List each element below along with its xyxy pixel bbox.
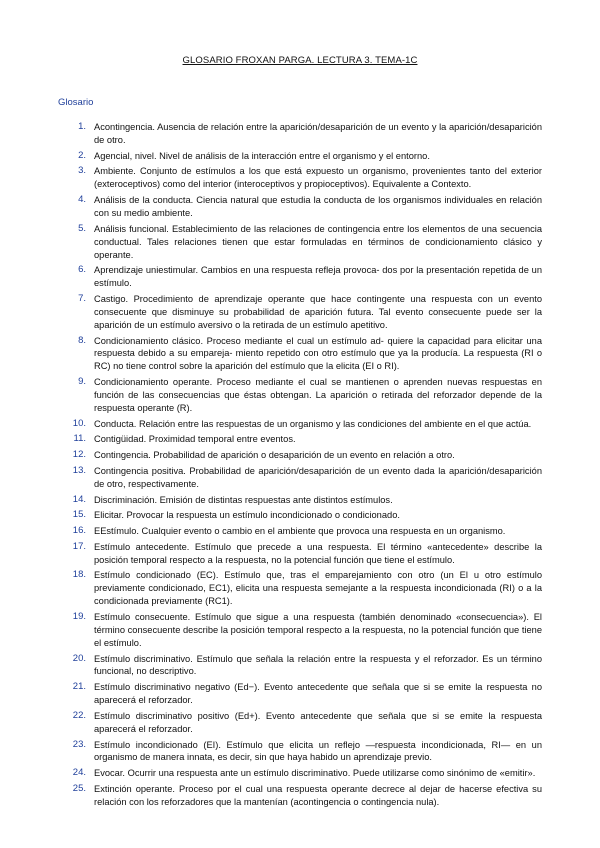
glossary-entry bbox=[0, 150, 542, 163]
glossary-entry bbox=[0, 569, 542, 608]
entry-text: Conducta. Relación entre las respuestas de un organismo y las condiciones del ambiente en el que actúa. bbox=[94, 418, 532, 429]
glossary-entry bbox=[0, 783, 542, 809]
glossary-entry bbox=[0, 525, 542, 538]
entry-number: 24. bbox=[72, 767, 86, 779]
glossary-entry bbox=[0, 449, 542, 462]
entry-text: Evocar. Ocurrir una respuesta ante un estímulo discriminativo. Puede utilizarse como sinónimo de «emitir». bbox=[94, 768, 536, 779]
entry-number: 25. bbox=[72, 782, 86, 794]
entry-number: 15. bbox=[72, 509, 86, 521]
entry-number: 20. bbox=[72, 652, 86, 664]
glossary-entry bbox=[0, 433, 542, 446]
entry-number: 21. bbox=[72, 681, 86, 693]
entry-text: Estímulo condicionado (EC). Estímulo que, tras el emparejamiento con otro (un El u otro estímulo previamente condicionado, EC1), elicita una respuesta semejante a la respuesta incondicionada (RI) o a la condicionada previamente (RC1). bbox=[94, 570, 542, 607]
entry-number: 14. bbox=[72, 493, 86, 505]
entry-number: 17. bbox=[72, 540, 86, 552]
glossary-entry bbox=[0, 264, 542, 290]
entry-text: EEstímulo. Cualquier evento o cambio en el ambiente que provoca una respuesta en un organismo. bbox=[94, 526, 506, 537]
entry-number: 9. bbox=[78, 376, 86, 388]
entry-number: 23. bbox=[72, 738, 86, 750]
entry-number: 16. bbox=[72, 525, 86, 537]
entry-text: Castigo. Procedimiento de aprendizaje operante que hace contingente una respuesta con un evento consecuente que disminuye su probabilidad de aparición futura. Tal evento consecuente puede ser la aparición de un estímulo aversivo o la retirada de un estímulo apetitivo. bbox=[94, 293, 542, 330]
entry-text: Discriminación. Emisión de distintas respuestas ante distintos estímulos. bbox=[94, 494, 393, 505]
entry-text: Contingencia positiva. Probabilidad de aparición/desaparición de un evento dada la aparición/desaparición de otro, respectivamente. bbox=[94, 465, 542, 489]
entry-text: Condicionamiento operante. Proceso mediante el cual se mantienen o aprenden nuevas respuestas en función de las consecuencias que éstas obtengan. La aparición o retirada del reforzador depende de la respuesta operante (R). bbox=[94, 377, 542, 413]
glossary-entry bbox=[0, 541, 542, 567]
glossary-entry bbox=[0, 710, 542, 736]
entry-number: 19. bbox=[72, 611, 86, 622]
glossary-entry bbox=[0, 165, 542, 191]
glossary-entry bbox=[0, 509, 542, 522]
entry-text: Estímulo discriminativo positivo (Ed+). Evento antecedente que señala que si se emite la respuesta aparecerá el reforzador. bbox=[94, 710, 542, 734]
entry-number: 8. bbox=[78, 334, 86, 346]
glossary-entry bbox=[0, 494, 542, 507]
entry-text: Estímulo discriminativo negativo (Ed−). Evento antecedente que señala que si se emite la respuesta no aparecerá el reforzador. bbox=[94, 682, 542, 706]
entry-text: Ambiente. Conjunto de estímulos a los que está expuesto un organismo, provenientes tanto del exterior (exteroceptivos) como del interior (interoceptivos y propioceptivos). Equivalente a Contexto. bbox=[94, 166, 542, 190]
entry-text: Elicitar. Provocar la respuesta un estímulo incondicionado o condicionado. bbox=[94, 510, 400, 521]
glossary-entry bbox=[0, 376, 542, 415]
glossary-entry bbox=[0, 194, 542, 220]
entry-number: 7. bbox=[78, 292, 86, 304]
glossary-entry bbox=[0, 611, 542, 650]
entry-text: Estímulo discriminativo. Estímulo que señala la relación entre la respuesta y el reforzador. Es un término funcional, no descriptivo. bbox=[94, 653, 542, 677]
entry-text: Extinción operante. Proceso por el cual una respuesta operante decrece al dejar de hacerse efectiva su relación con los reforzadores que la mantenían (acontingencia o contingencia nula). bbox=[94, 783, 542, 807]
glossary-entry bbox=[0, 223, 542, 262]
entry-number: 4. bbox=[78, 194, 86, 206]
entry-number: 13. bbox=[72, 464, 86, 476]
entry-number: 3. bbox=[78, 165, 86, 177]
section-heading: Glosario bbox=[58, 97, 94, 108]
entry-text: Contingencia. Probabilidad de aparición o desaparición de un evento en relación a otro. bbox=[94, 450, 455, 461]
glossary-entry bbox=[0, 681, 542, 707]
glossary-entry bbox=[0, 293, 542, 332]
glossary-entry bbox=[0, 335, 542, 374]
entry-number: 5. bbox=[78, 222, 86, 234]
entry-number: 22. bbox=[72, 709, 86, 721]
entry-number: 1. bbox=[78, 121, 86, 132]
entry-text: Condicionamiento clásico. Proceso mediante el cual un estímulo ad- quiere la capacidad para elicitar una respuesta debido a su empareja- miento repetido con otro estímulo que ya la producía. La respuesta (RI o RC) no tiene control sobre la aparición del estímulo que la elicita (EI o RI). bbox=[94, 335, 542, 372]
entry-text: Estímulo incondicionado (EI). Estímulo que elicita un reflejo —respuesta incondicionada, RI— en un organismo de manera innata, es decir, sin que haya habido un aprendizaje previo. bbox=[94, 739, 542, 763]
entry-text: Estímulo antecedente. Estímulo que precede a una respuesta. El término «antecedente» describe la posición temporal respecto a la respuesta, no la potencial función que tiene el estímulo. bbox=[94, 541, 542, 565]
entry-number: 11. bbox=[73, 433, 86, 445]
glossary-entry bbox=[0, 767, 542, 780]
entry-text: Aprendizaje uniestimular. Cambios en una respuesta refleja provoca- dos por la presentación repetida de un estímulo. bbox=[94, 265, 542, 289]
entry-number: 18. bbox=[72, 569, 86, 581]
entry-text: Agencial, nivel. Nivel de análisis de la interacción entre el organismo y el entorno. bbox=[94, 150, 430, 161]
entry-number: 6. bbox=[78, 264, 86, 276]
glossary-entry bbox=[0, 739, 542, 765]
glossary-entry bbox=[0, 418, 542, 431]
glossary-entry bbox=[0, 465, 542, 491]
entry-number: 10. bbox=[72, 417, 86, 429]
entry-number: 2. bbox=[78, 149, 86, 161]
entry-number: 12. bbox=[72, 449, 86, 461]
glossary-entry bbox=[0, 653, 542, 679]
document-title: GLOSARIO FROXAN PARGA. LECTURA 3. TEMA-1C bbox=[182, 55, 418, 66]
glossary-list bbox=[0, 121, 600, 812]
entry-text: Contigüidad. Proximidad temporal entre eventos. bbox=[94, 434, 296, 445]
entry-text: Análisis de la conducta. Ciencia natural que estudia la conducta de los organismos individuales en relación con su medio ambiente. bbox=[94, 195, 542, 218]
glossary-entry bbox=[0, 121, 542, 147]
entry-text: Acontingencia. Ausencia de relación entre la aparición/desaparición de un evento y la aparición/desaparición de otro. bbox=[94, 122, 542, 145]
entry-text: Estímulo consecuente. Estímulo que sigue a una respuesta (también denominado «consecuencia»). El término consecuente describe la posición temporal respecto a la respuesta, no la potencial función que tiene el estímulo. bbox=[94, 612, 542, 648]
entry-text: Análisis funcional. Establecimiento de las relaciones de contingencia entre los elementos de una secuencia conductual. Tales relaciones tienen que estar formuladas en términos de condicionamiento clásico y operante. bbox=[94, 223, 542, 260]
